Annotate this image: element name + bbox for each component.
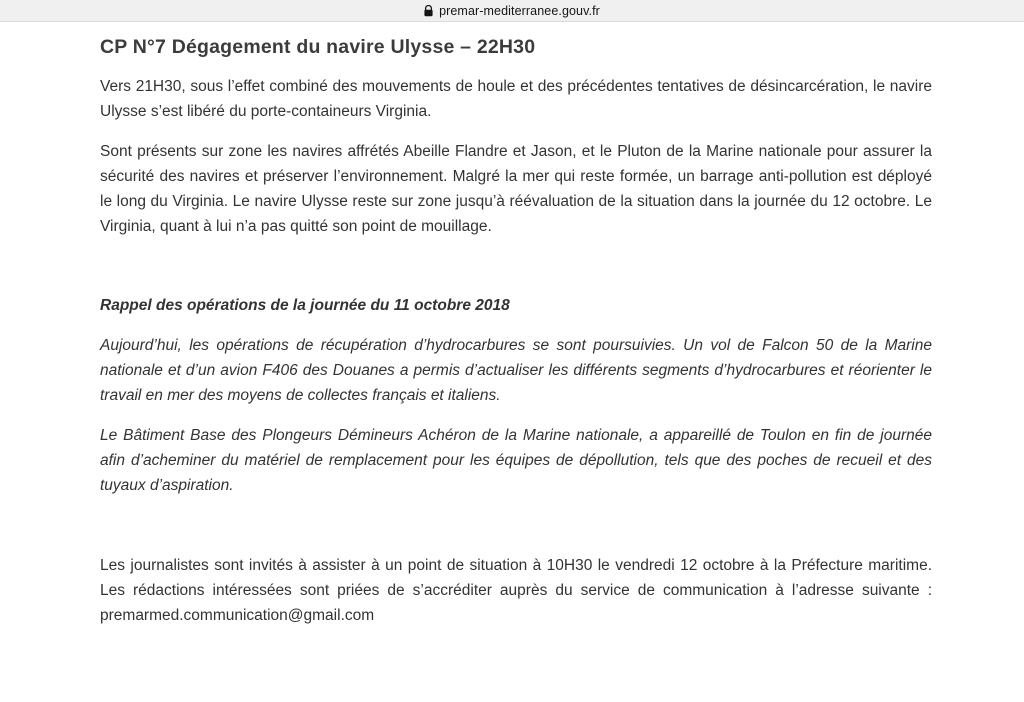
paragraph-acheron-departure: Le Bâtiment Base des Plongeurs Démineurs Achéron de la Marine nationale, a appareillé de Toulon en fin de journée afin d’acheminer du matériel de remplacement pour les équipes de dépollution, tels que des poches de recueil et des tuyaux d’aspiration. (100, 427, 932, 494)
address-url: premar-mediterranee.gouv.fr (439, 3, 600, 18)
page-title: CP N°7 Dégagement du navire Ulysse – 22H30 (100, 36, 536, 58)
paragraph-vessels-on-zone: Sont présents sur zone les navires affrétés Abeille Flandre et Jason, et le Pluton de la Marine nationale pour assurer la sécurité des navires et préserver l’environnement. Malgré la mer qui reste formée, un barrage anti-pollution est déployé le long du Virginia. Le navire Ulysse reste sur zone jusqu’à réévaluation de la situation dans la journée du 12 octobre. Le Virginia, quant à lui n’a pas quitté son point de mouillage. (100, 143, 932, 235)
paragraph-recovery-operations: Aujourd’hui, les opérations de récupération d’hydrocarbures se sont poursuivies. Un vol de Falcon 50 de la Marine nationale et d’un avion F406 des Douanes a permis d’actualiser les différents segments d’hydrocarbures et réorienter le travail en mer des moyens de collectes français et italiens. (100, 337, 932, 404)
browser-address-bar[interactable] (0, 0, 1024, 22)
lock-icon (424, 5, 433, 17)
section-heading-recap: Rappel des opérations de la journée du 11 octobre 2018 (100, 297, 510, 314)
paragraph-press-invitation: Les journalistes sont invités à assister à un point de situation à 10H30 le vendredi 12 octobre à la Préfecture maritime. Les rédactions intéressées sont priées de s’accréditer auprès du service de communication à l’adresse suivante : premarmed.communication@gmail.com (100, 557, 932, 624)
paragraph-situation-update: Vers 21H30, sous l’effet combiné des mouvements de houle et des précédentes tentatives de désincarcération, le navire Ulysse s’est libéré du porte-containeurs Virginia. (100, 78, 932, 120)
press-release-document (0, 22, 1024, 628)
